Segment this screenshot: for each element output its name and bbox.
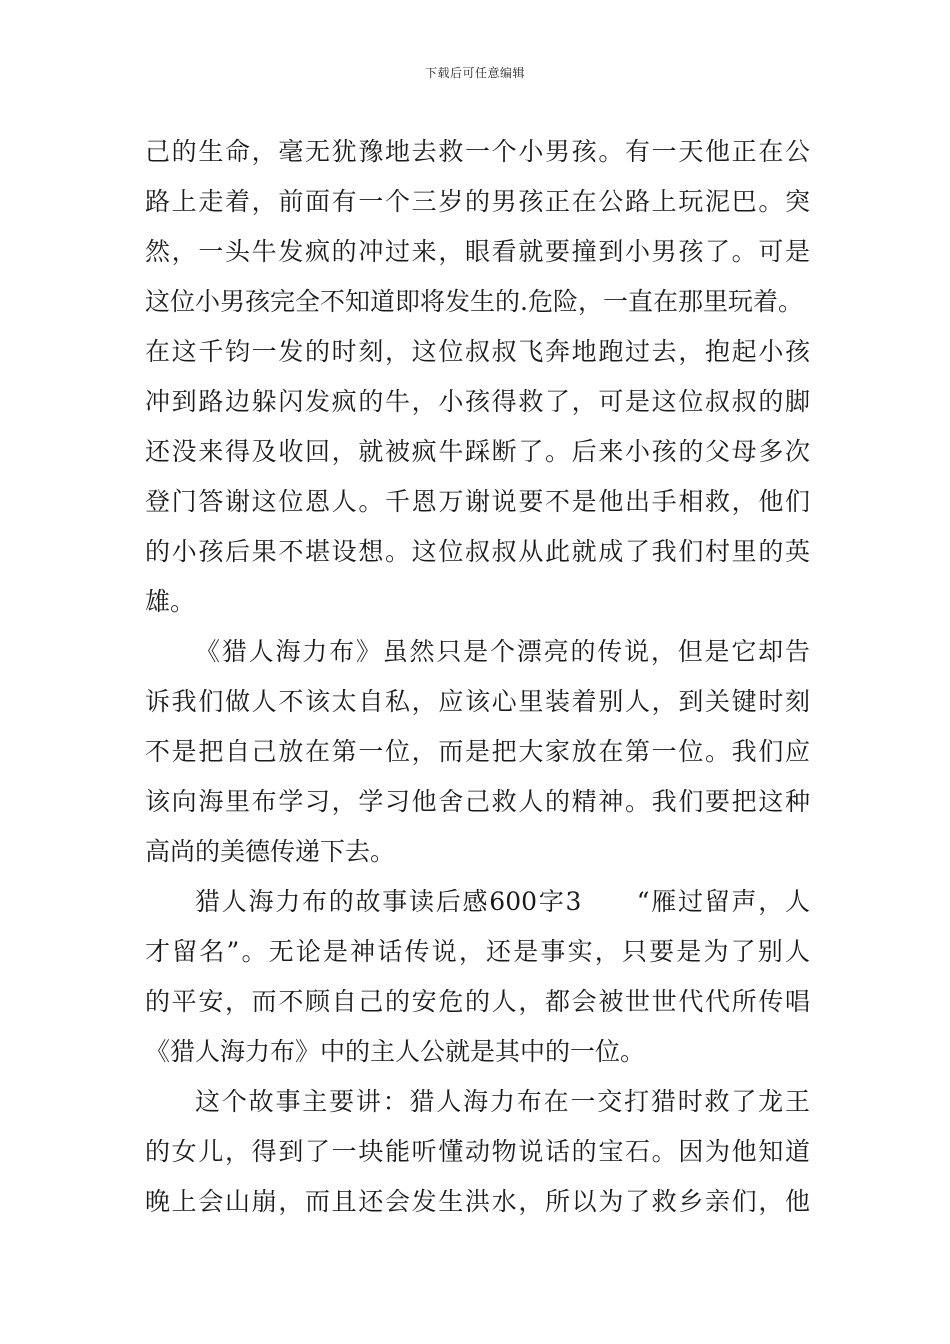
text-line: 才留名”。无论是神话传说，还是事实，只要是为了别人 [145,937,810,966]
text-line: 路上走着，前面有一个三岁的男孩正在公路上玩泥巴。突 [145,187,810,216]
text-line: 在这千钧一发的时刻，这位叔叔飞奔地跑过去，抱起小孩 [145,337,810,366]
text-line: 己的生命，毫无犹豫地去救一个小男孩。有一天他正在公 [145,137,810,166]
text-line: 的女儿，得到了一块能听懂动物说话的宝石。因为他知道 [145,1137,810,1166]
text-line: 冲到路边躲闪发疯的牛，小孩得救了，可是这位叔叔的脚 [145,387,810,416]
text-line: 《猎人海力布》虽然只是个漂亮的传说，但是它却告 [195,637,810,666]
text-line: 晚上会山崩，而且还会发生洪水，所以为了救乡亲们，他 [145,1187,810,1216]
text-line: 的小孩后果不堪设想。这位叔叔从此就成了我们村里的英 [145,537,810,566]
page-header: 下载后可任意编辑 [424,66,525,80]
text-line: 然，一头牛发疯的冲过来，眼看就要撞到小男孩了。可是 [145,237,810,266]
text-line: 该向海里布学习，学习他舍己救人的精神。我们要把这种 [145,787,810,816]
text-line: 诉我们做人不该太自私，应该心里装着别人，到关键时刻 [145,687,810,716]
text-line: 的平安，而不顾自己的安危的人，都会被世世代代所传唱 [145,987,810,1016]
text-line: 高尚的美德传递下去。 [145,837,396,866]
text-line: 猎人海力布的故事读后感600字3 “雁过留声，人 [195,887,810,916]
document-body [145,127,810,1227]
text-line: 《猎人海力布》中的主人公就是其中的一位。 [145,1037,646,1066]
text-line: 这个故事主要讲：猎人海力布在一交打猎时救了龙王 [195,1087,810,1116]
text-line: 这位小男孩完全不知道即将发生的.危险，一直在那里玩着。 [145,287,803,316]
text-line: 雄。 [145,587,196,616]
text-line: 还没来得及收回，就被疯牛踩断了。后来小孩的父母多次 [145,437,810,466]
text-line: 登门答谢这位恩人。千恩万谢说要不是他出手相救，他们 [145,487,810,516]
text-line: 不是把自己放在第一位，而是把大家放在第一位。我们应 [145,737,810,766]
